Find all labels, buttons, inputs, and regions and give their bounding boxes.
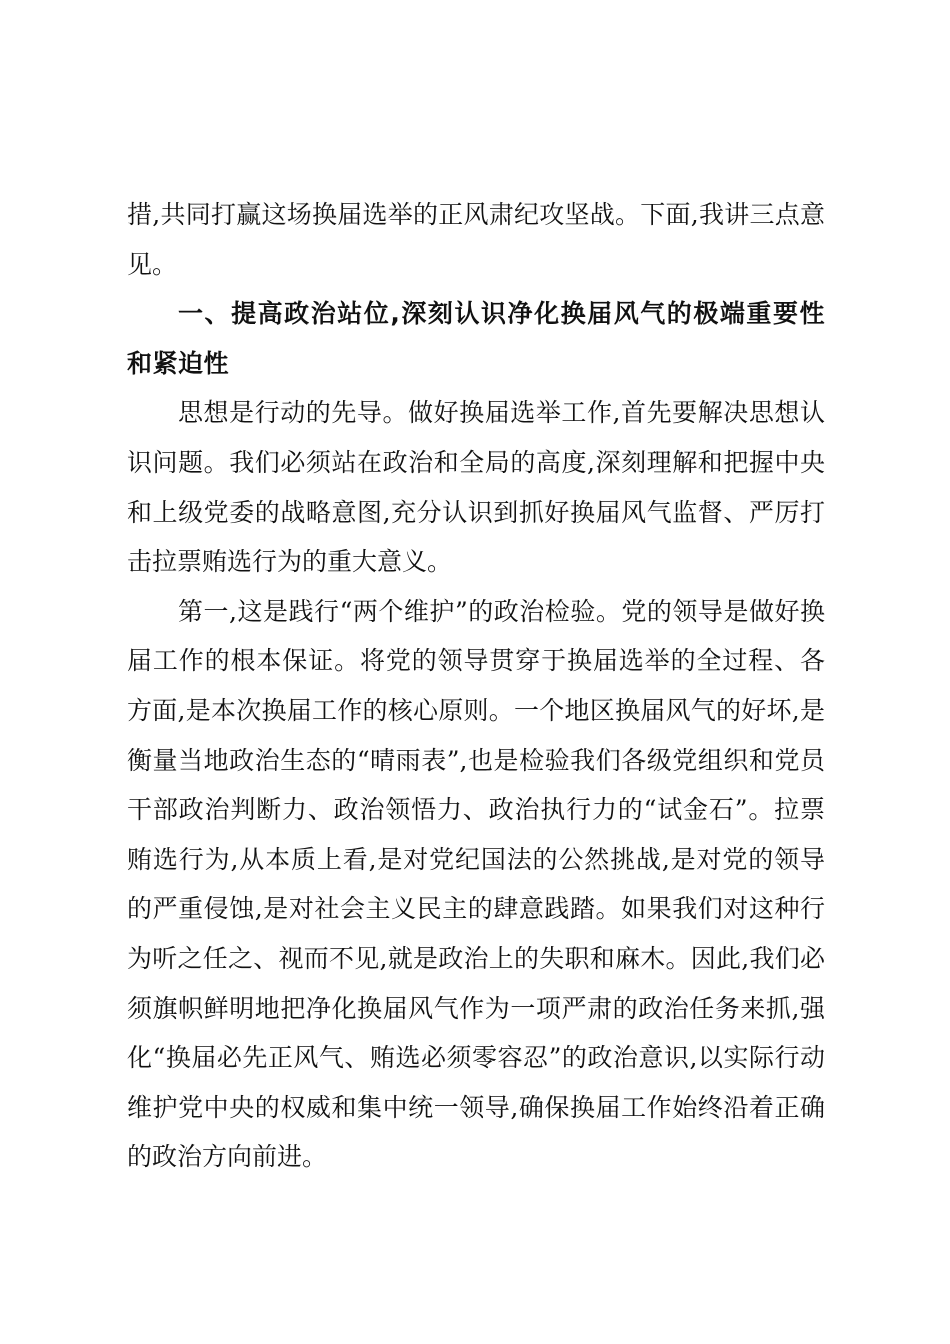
document-body: [127, 190, 825, 1182]
paragraph-intro: 思想是行动的先导。做好换届选举工作,首先要解决思想认识问题。我们必须站在政治和全局的高度,深刻理解和把握中央和上级党委的战略意图,充分认识到抓好换届风气监督、严厉打击拉票贿选行为的重大意义。: [127, 398, 825, 577]
section-heading: 一、提高政治站位,深刻认识净化换届风气的极端重要性和紧迫性: [127, 299, 825, 378]
paragraph-point-one: 第一,这是践行“两个维护”的政治检验。党的领导是做好换届工作的根本保证。将党的领导贯穿于换届选举的全过程、各方面,是本次换届工作的核心原则。一个地区换届风气的好坏,是衡量当地政治生态的“晴雨表”,也是检验我们各级党组织和党员干部政治判断力、政治领悟力、政治执行力的“试金石”。拉票贿选行为,从本质上看,是对党纪国法的公然挑战,是对党的领导的严重侵蚀,是对社会主义民主的肆意践踏。如果我们对这种行为听之任之、视而不见,就是政治上的失职和麻木。因此,我们必须旗帜鲜明地把净化换届风气作为一项严肃的政治任务来抓,强化“换届必先正风气、贿选必须零容忍”的政治意识,以实际行动维护党中央的权威和集中统一领导,确保换届工作始终沿着正确的政治方向前进。: [127, 596, 825, 1172]
paragraph-continuation: 措,共同打赢这场换届选举的正风肃纪攻坚战。下面,我讲三点意见。: [127, 200, 825, 279]
